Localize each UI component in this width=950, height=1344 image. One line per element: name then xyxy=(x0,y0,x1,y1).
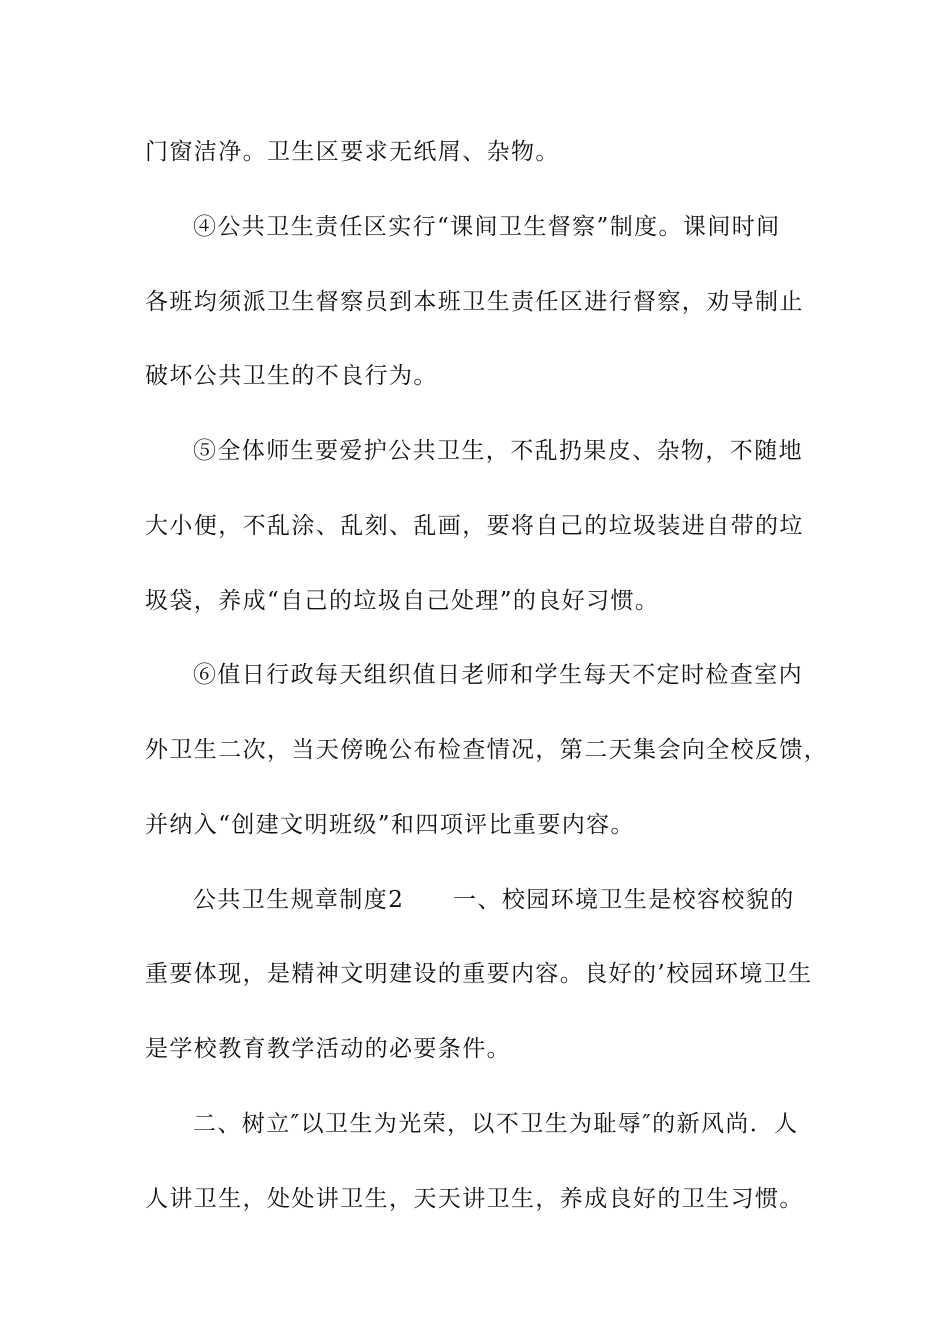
text-line: 二、树立″以卫生为光荣，以不卫生为耻辱″的新风尚．人 xyxy=(193,1111,799,1137)
text-line: 人讲卫生，处处讲卫生，天天讲卫生，养成良好的卫生习惯。 xyxy=(145,1186,804,1212)
text-line: 是学校教育教学活动的必要条件。 xyxy=(145,1036,511,1062)
text-line: 重要体现，是精神文明建设的重要内容。良好的’校园环境卫生 xyxy=(145,961,813,987)
text-line: ⑤全体师生要爱护公共卫生，不乱扔果皮、杂物，不随地 xyxy=(193,438,803,464)
text-line: 圾袋，养成“自己的垃圾自己处理”的良好习惯。 xyxy=(145,588,660,614)
text-line: ⑥值日行政每天组织值日老师和学生每天不定时检查室内 xyxy=(193,662,803,688)
text-line: 破坏公共卫生的不良行为。 xyxy=(145,363,438,389)
text-line: 门窗洁净。卫生区要求无纸屑、杂物。 xyxy=(145,139,560,165)
text-line: 并纳入“创建文明班级”和四项评比重要内容。 xyxy=(145,812,635,838)
text-line: ④公共卫生责任区实行“课间卫生督察”制度。课间时间 xyxy=(193,214,781,240)
text-line: 公共卫生规章制度2 一、校园环境卫生是校容校貌的 xyxy=(193,887,795,913)
text-line: 大小便，不乱涂、乱刻、乱画，要将自己的垃圾装进自带的垃 xyxy=(145,513,804,539)
text-line: 各班均须派卫生督察员到本班卫生责任区进行督察，劝导制止 xyxy=(145,289,804,315)
text-line: 外卫生二次，当天傍晚公布检查情况，第二天集会向全校反馈， xyxy=(145,737,829,763)
